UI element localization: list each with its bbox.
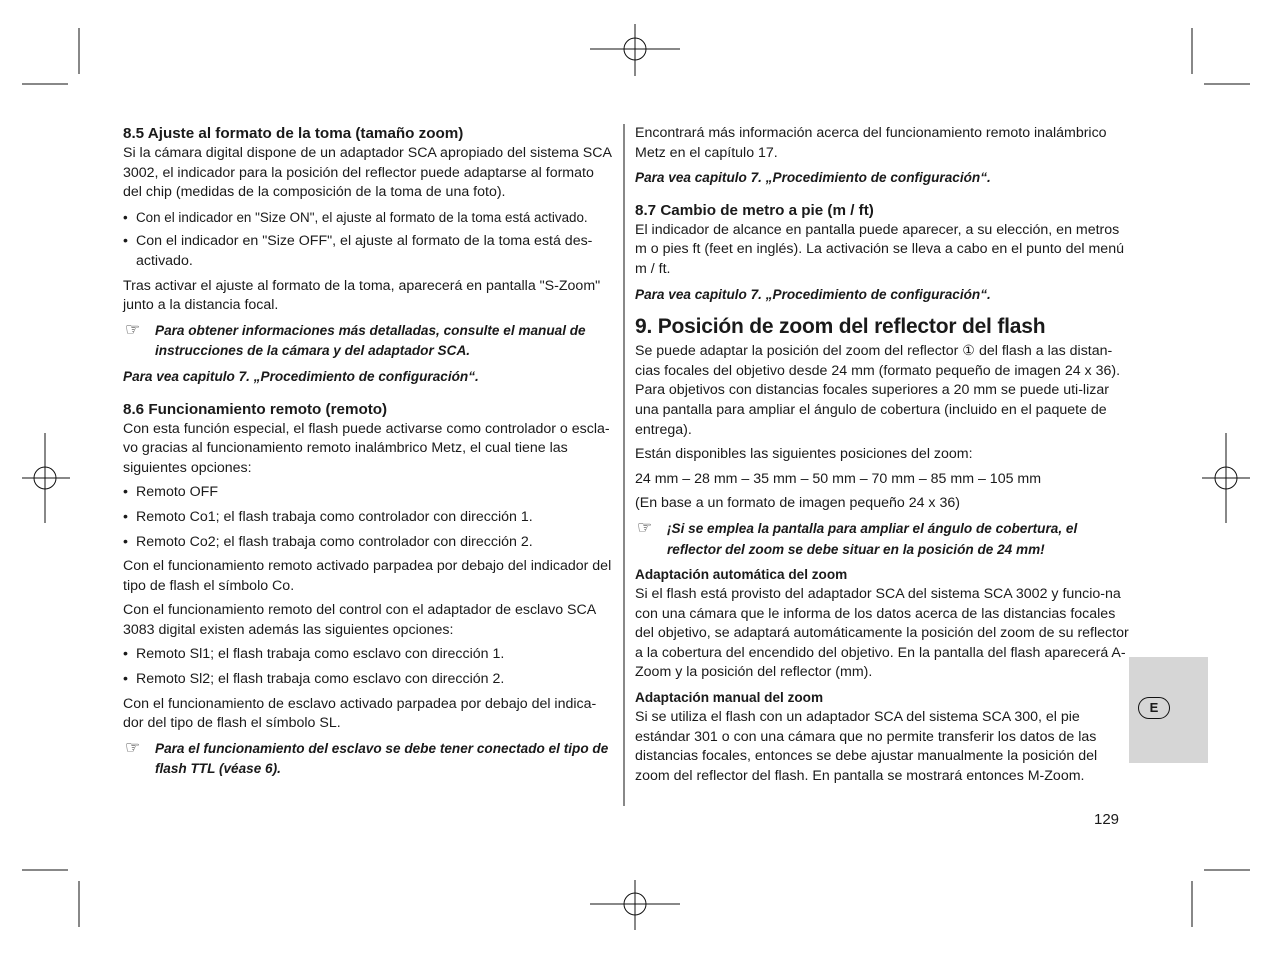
section-8-7-text: El indicador de alcance en pantalla puede aparecer, a su elección, en metros m o pies ft (feet en inglés). La activación se lleva a cabo en el punto del menú m / ft. [635, 221, 1124, 277]
remote-more-info: Encontrará más información acerca del funcionamiento remoto inalámbrico Metz en el capítulo 17. [635, 125, 1107, 161]
bullet-remote-off: • Remoto OFF [123, 483, 615, 503]
bullet-remote-co2: • Remoto Co2; el flash trabaja como controlador con dirección 2. [123, 533, 615, 553]
bullet-size-on: • Con el indicador en "Size ON", el ajuste al formato de la toma está activado. [123, 208, 615, 228]
pointing-hand-icon: ☞ [125, 737, 141, 757]
auto-zoom-title: Adaptación automática del zoom [635, 567, 848, 583]
bullet-remote-co1: • Remoto Co1; el flash trabaja como controlador con dirección 1. [123, 508, 615, 528]
section-8-6-intro: Con esta función especial, el flash puede activarse como controlador o escla-vo gracias al funcionamiento remoto inalámbrico Metz, el cual tiene las siguientes opciones: [123, 420, 610, 476]
pointing-hand-icon: ☞ [637, 517, 653, 537]
hint-9-text: ¡Si se emplea la pantalla para ampliar el ángulo de cobertura, el reflector del zoom se debe situar en la posición de 24 mm! [667, 520, 1078, 557]
section-8-6-co-text: Con el funcionamiento remoto activado parpadea por debajo del indicador del tipo de flash el símbolo Co. [123, 558, 612, 594]
config-reference-2: Para vea capitulo 7. „Procedimiento de configuración“. [635, 170, 991, 186]
section-8-6-title: 8.6 Funcionamiento remoto (remoto) [123, 400, 388, 418]
config-reference-3: Para vea capitulo 7. „Procedimiento de configuración“. [635, 286, 991, 302]
hint-9 [635, 519, 1129, 560]
config-reference-1: Para vea capitulo 7. „Procedimiento de configuración“. [123, 368, 479, 384]
manual-zoom-text: Si se utiliza el flash con un adaptador SCA del sistema SCA 300, el pie estándar 301 o con una cámara que no permite transferir los datos de las distancias focales, entonces se debe ajustar manualmente la posición del zoom del reflector del flash. En pantalla se mostrará entonces M-Zoom. [635, 709, 1098, 784]
language-badge: E [1138, 697, 1170, 719]
section-8-7-title: 8.7 Cambio de metro a pie (m / ft) [635, 201, 874, 219]
hint-8-6 [123, 739, 615, 780]
zoom-positions-list: 24 mm – 28 mm – 35 mm – 50 mm – 70 mm – 85 mm – 105 mm [635, 470, 1042, 487]
section-8-6-sl-text: Con el funcionamiento de esclavo activado parpadea por debajo del indica-dor del tipo de flash el símbolo SL. [123, 695, 597, 732]
hint-8-5 [123, 321, 615, 362]
bullet-size-off: • Con el indicador en "Size OFF", el ajuste al formato de la toma está des-activado. [123, 232, 615, 271]
hint-8-5-text: Para obtener informaciones más detalladas, consulte el manual de instrucciones de la cámara y del adaptador SCA. [155, 322, 586, 359]
section-8-5-szoom-text: Tras activar el ajuste al formato de la toma, aparecerá en pantalla "S-Zoom" junto a la distancia focal. [123, 277, 601, 314]
section-8-6-slave-intro: Con el funcionamiento remoto del control con el adaptador de esclavo SCA 3083 digital existen además las siguientes opciones: [123, 602, 596, 638]
bullet-remote-sl2: • Remoto Sl2; el flash trabaja como esclavo con dirección 2. [123, 670, 615, 690]
pointing-hand-icon: ☞ [125, 319, 141, 339]
section-9-title: 9. Posición de zoom del reflector del flash [635, 315, 1046, 339]
section-8-5-intro: Si la cámara digital dispone de un adaptador SCA apropiado del sistema SCA 3002, el indicador para la posición del reflector puede adaptarse al formato del chip (medidas de la composición de la toma de una foto). [123, 145, 612, 201]
bullet-remote-sl1: • Remoto Sl1; el flash trabaja como esclavo con dirección 1. [123, 645, 615, 665]
manual-zoom-title: Adaptación manual del zoom [635, 690, 824, 706]
zoom-format-note: (En base a un formato de imagen pequeño 24 x 36) [635, 495, 960, 512]
section-8-5-title: 8.5 Ajuste al formato de la toma (tamaño zoom) [123, 125, 464, 142]
right-column [635, 124, 1129, 791]
auto-zoom-text: Si el flash está provisto del adaptador SCA del sistema SCA 3002 y funcio-na con una cámara que le informa de los datos acerca de las distancias focales del objetivo, se adaptará automáticamente la posición del zoom de su reflector a la cobertura del encendido del objetivo. En la pantalla del flash aparecerá A-Zoom y la posición del reflector (mm). [635, 586, 1129, 681]
page-number: 129 [1094, 811, 1120, 828]
zoom-positions-intro: Están disponibles las siguientes posiciones del zoom: [635, 446, 973, 463]
language-tab [1129, 657, 1208, 763]
hint-8-6-text: Para el funcionamiento del esclavo se debe tener conectado el tipo de flash TTL (véase 6). [155, 740, 609, 777]
section-9-intro: Se puede adaptar la posición del zoom del reflector ① del flash a las distan-cias focales del objetivo desde 24 mm (formato pequeño de imagen 24 x 36). Para objetivos con distancias focales superiores a 20 mm se puede uti-lizar una pantalla para ampliar el ángulo de cobertura (incluido en el paquete de entrega). [635, 343, 1121, 438]
left-column [123, 124, 615, 785]
